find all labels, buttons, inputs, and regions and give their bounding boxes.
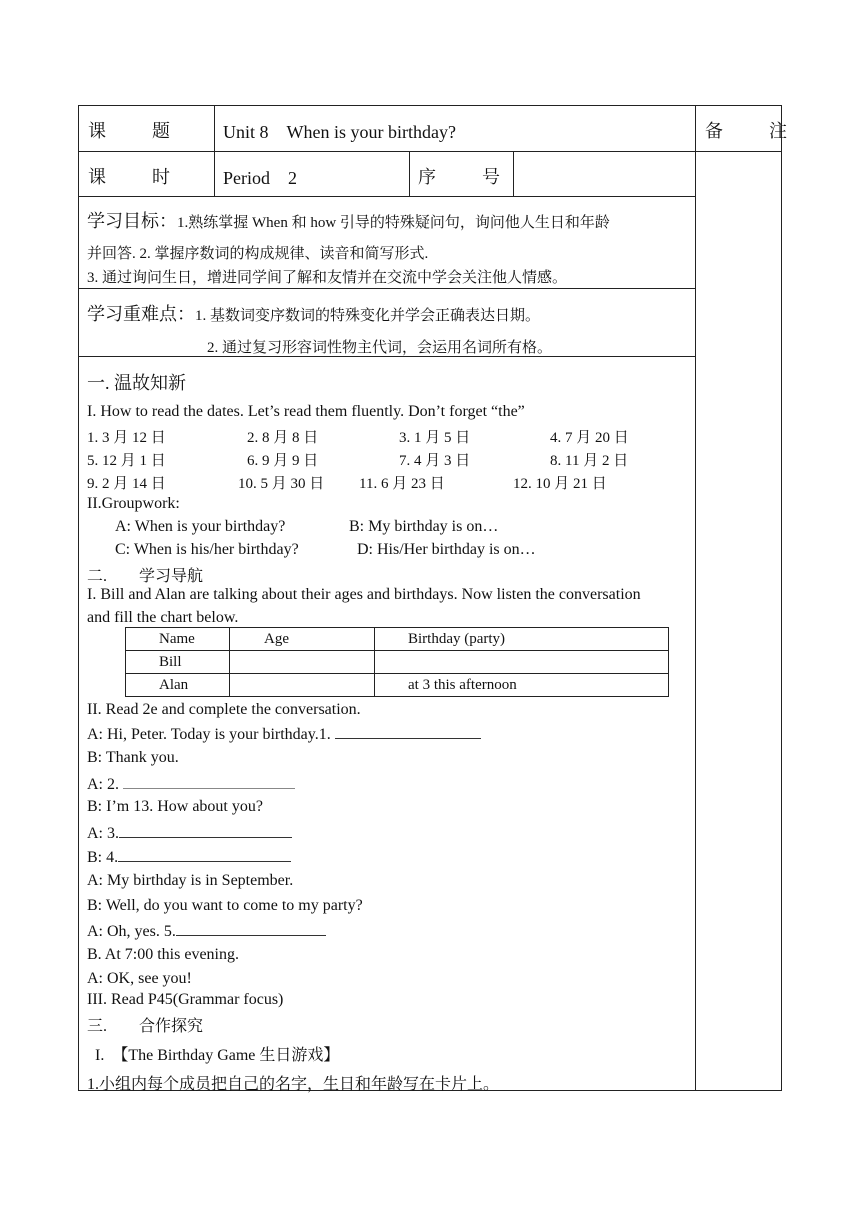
goals-label: 学习目标： bbox=[87, 211, 177, 231]
conv-line: A: OK, see you! bbox=[87, 970, 192, 987]
conv-line: A: 2. bbox=[87, 774, 295, 794]
chart-cell: Bill bbox=[159, 654, 182, 670]
period-label: 课 时 bbox=[88, 167, 184, 187]
date-item: 2. 8 月 8 日 bbox=[247, 430, 319, 446]
date-item: 3. 1 月 5 日 bbox=[399, 430, 471, 446]
col-divider bbox=[695, 105, 696, 1091]
keypoints-line-1: 1. 基数词变序数词的特殊变化并学会正确表达日期。 bbox=[195, 308, 541, 324]
chart-header: Birthday (party) bbox=[408, 631, 506, 647]
conv-line: B: Well, do you want to come to my party? bbox=[87, 897, 363, 914]
period-value: Period 2 bbox=[223, 168, 297, 188]
chart-col-divider bbox=[229, 627, 230, 697]
date-item: 5. 12 月 1 日 bbox=[87, 453, 166, 469]
goals-block bbox=[87, 207, 610, 233]
row-divider bbox=[78, 196, 695, 197]
grammar-focus: III. Read P45(Grammar focus) bbox=[87, 991, 284, 1008]
dates-instruction: I. How to read the dates. Let’s read them fluently. Don’t forget “the” bbox=[87, 403, 525, 420]
date-item: 11. 6 月 23 日 bbox=[359, 476, 445, 492]
groupwork-title: II.Groupwork: bbox=[87, 495, 180, 512]
fill-chart bbox=[125, 627, 669, 697]
groupwork-b: B: My birthday is on… bbox=[349, 518, 499, 535]
chart-col-divider bbox=[374, 627, 375, 697]
section2-title: 二. 学习导航 bbox=[87, 568, 204, 585]
listen-line-2: and fill the chart below. bbox=[87, 609, 239, 626]
row-divider bbox=[78, 151, 782, 152]
groupwork-d: D: His/Her birthday is on… bbox=[357, 541, 536, 558]
answer-blank[interactable] bbox=[335, 724, 481, 739]
keypoints-label: 学习重难点： bbox=[87, 304, 195, 324]
chart-row-divider bbox=[125, 650, 669, 651]
date-item: 7. 4 月 3 日 bbox=[399, 453, 471, 469]
keypoints-block bbox=[87, 300, 540, 326]
conv-line: B. At 7:00 this evening. bbox=[87, 946, 239, 963]
answer-blank[interactable] bbox=[123, 774, 295, 789]
groupwork-a: A: When is your birthday? bbox=[115, 518, 286, 535]
date-item: 4. 7 月 20 日 bbox=[550, 430, 629, 446]
notes-label: 备 注 bbox=[705, 121, 801, 141]
answer-blank[interactable] bbox=[176, 921, 326, 936]
conv-line: B: I’m 13. How about you? bbox=[87, 798, 263, 815]
groupwork-c: C: When is his/her birthday? bbox=[115, 541, 299, 558]
read-title: II. Read 2e and complete the conversation. bbox=[87, 701, 361, 718]
col-divider bbox=[214, 105, 215, 196]
section1-title: 一. 温故知新 bbox=[87, 373, 186, 393]
chart-header: Age bbox=[264, 631, 289, 647]
topic-value: Unit 8 When is your birthday? bbox=[223, 122, 456, 142]
section3-title: 三. 合作探究 bbox=[87, 1018, 204, 1035]
date-item: 9. 2 月 14 日 bbox=[87, 476, 166, 492]
conv-line: A: Oh, yes. 5. bbox=[87, 921, 326, 941]
date-item: 12. 10 月 21 日 bbox=[513, 476, 607, 492]
conv-line: A: My birthday is in September. bbox=[87, 872, 294, 889]
date-item: 6. 9 月 9 日 bbox=[247, 453, 319, 469]
conv-line: A: Hi, Peter. Today is your birthday.1. bbox=[87, 724, 481, 744]
goals-line-2: 并回答. 2. 掌握序数词的构成规律、读音和简写形式. bbox=[87, 246, 429, 262]
conv-line: B: Thank you. bbox=[87, 749, 179, 766]
date-item: 10. 5 月 30 日 bbox=[238, 476, 325, 492]
keypoints-line-2: 2. 通过复习形容词性物主代词，会运用名词所有格。 bbox=[207, 340, 553, 356]
goals-line-1: 1.熟练掌握 When 和 how 引导的特殊疑问句，询问他人生日和年龄 bbox=[177, 215, 610, 231]
chart-cell: at 3 this afternoon bbox=[408, 677, 517, 693]
listen-line-1: I. Bill and Alan are talking about their ages and birthdays. Now listen the conversation bbox=[87, 586, 641, 603]
col-divider bbox=[409, 151, 410, 196]
chart-cell: Alan bbox=[159, 677, 189, 693]
game-step-1: 1.小组内每个成员把自己的名字，生日和年龄写在卡片上。 bbox=[87, 1076, 500, 1093]
conv-line: A: 3. bbox=[87, 823, 292, 843]
game-title: I. 【The Birthday Game 生日游戏】 bbox=[95, 1047, 340, 1064]
topic-label: 课 题 bbox=[88, 121, 184, 141]
date-item: 8. 11 月 2 日 bbox=[550, 453, 629, 469]
seq-label: 序 号 bbox=[418, 167, 514, 187]
goals-line-3: 3. 通过询问生日，增进同学间了解和友情并在交流中学会关注他人情感。 bbox=[87, 270, 568, 286]
answer-blank[interactable] bbox=[118, 847, 291, 862]
conv-line: B: 4. bbox=[87, 847, 291, 867]
chart-header: Name bbox=[159, 631, 195, 647]
date-item: 1. 3 月 12 日 bbox=[87, 430, 166, 446]
row-divider bbox=[78, 288, 695, 289]
answer-blank[interactable] bbox=[119, 823, 292, 838]
chart-row-divider bbox=[125, 673, 669, 674]
